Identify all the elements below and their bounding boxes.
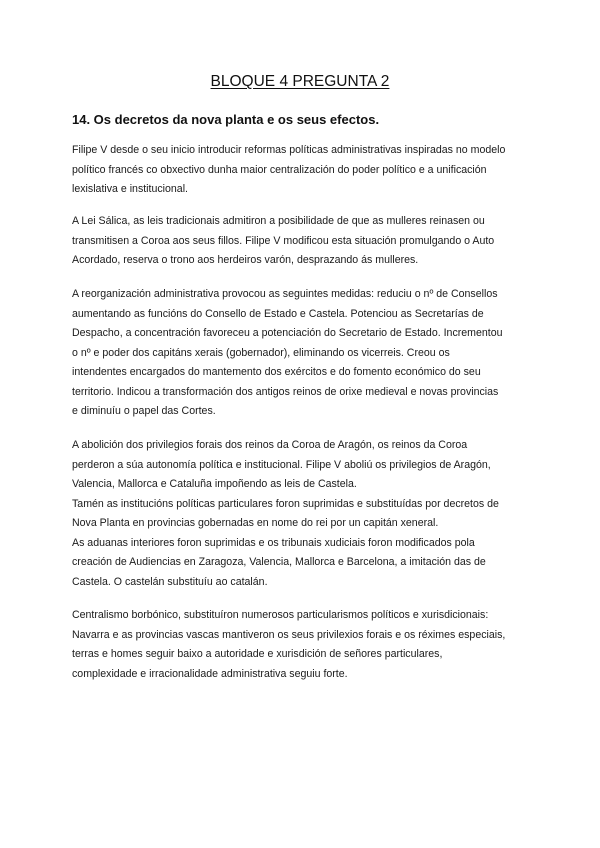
section-heading: 14. Os decretos da nova planta e os seus efectos. <box>72 112 380 127</box>
document-title: BLOQUE 4 PREGUNTA 2 <box>210 73 390 90</box>
paragraph-line: Filipe V desde o seu inicio introducir reformas políticas administrativas inspiradas no modelo <box>72 144 506 156</box>
paragraph-line: Castela. O castelán substituíu ao catalán. <box>72 575 268 588</box>
paragraph-line: Despacho, a concentración favoreceu a potenciación do Secretario de Estado. Incrementou <box>72 327 503 339</box>
paragraph-line: terras e homes seguir baixo a autoridade e xurisdición de señores particulares, <box>72 648 443 660</box>
paragraph-lei-salica <box>72 212 542 271</box>
paragraph-centralismo <box>72 606 542 684</box>
paragraph-line: A reorganización administrativa provocou as seguintes medidas: reduciu o nº de Consellos <box>72 288 498 300</box>
paragraph-intro <box>72 141 542 200</box>
paragraph-line: transmitisen a Coroa aos seus fillos. Filipe V modificou esta situación promulgando o Auto <box>72 234 495 247</box>
paragraph-line: aumentando as funcións do Consello de Estado e Castela. Potenciou as Secretarías de <box>72 307 484 320</box>
paragraph-line: lexislativa e institucional. <box>72 183 188 195</box>
paragraph-line: perderon a súa autonomía política e institucional. Filipe V aboliú os privilegios de Aragón, <box>72 458 491 471</box>
paragraph-reorganizacion <box>72 285 542 422</box>
paragraph-abolicion <box>72 436 542 592</box>
paragraph-line: territorio. Indicou a transformación dos antigos reinos de orixe medieval e novas provincias <box>72 385 499 398</box>
paragraph-line: A Lei Sálica, as leis tradicionais admitiron a posibilidade de que as mulleres reinasen ou <box>72 215 485 227</box>
paragraph-line: e diminuíu o papel das Cortes. <box>72 405 216 417</box>
paragraph-line: Tamén as institucións políticas particulares foron suprimidas e substituídas por decretos de <box>72 497 499 510</box>
paragraph-line: Valencia, Mallorca e Cataluña impoñendo as leis de Castela. <box>72 478 357 490</box>
paragraph-line: Acordado, reserva o trono aos herdeiros varón, desprazando ás mulleres. <box>72 254 419 266</box>
paragraph-line: Navarra e as provincias vascas mantiveron os seus privilexios forais e os réximes especiais, <box>72 628 506 641</box>
paragraph-line: Nova Planta en provincias gobernadas en nome do rei por un capitán xeneral. <box>72 517 439 529</box>
paragraph-line: complexidade e irracionalidade administrativa seguiu forte. <box>72 667 348 680</box>
paragraph-line: creación de Audiencias en Zaragoza, Valencia, Mallorca e Barcelona, a imitación das de <box>72 556 486 568</box>
paragraph-line: Centralismo borbónico, substituíron numerosos particularismos políticos e xurisdicionais: <box>72 609 489 621</box>
paragraph-line: o nº e poder dos capitáns xerais (gobernador), eliminando os vicerreis. Creou os <box>72 346 450 359</box>
paragraph-line: As aduanas interiores foron suprimidas e os tribunais xudiciais foron modificados pola <box>72 536 475 549</box>
paragraph-line: A abolición dos privilegios forais dos reinos da Coroa de Aragón, os reinos da Coroa <box>72 439 468 451</box>
paragraph-line: intendentes encargados do mantemento dos exércitos e do fomento económico do seu <box>72 366 481 378</box>
paragraph-line: político francés co obxectivo dunha maior centralización do poder político e a unificación <box>72 163 487 176</box>
